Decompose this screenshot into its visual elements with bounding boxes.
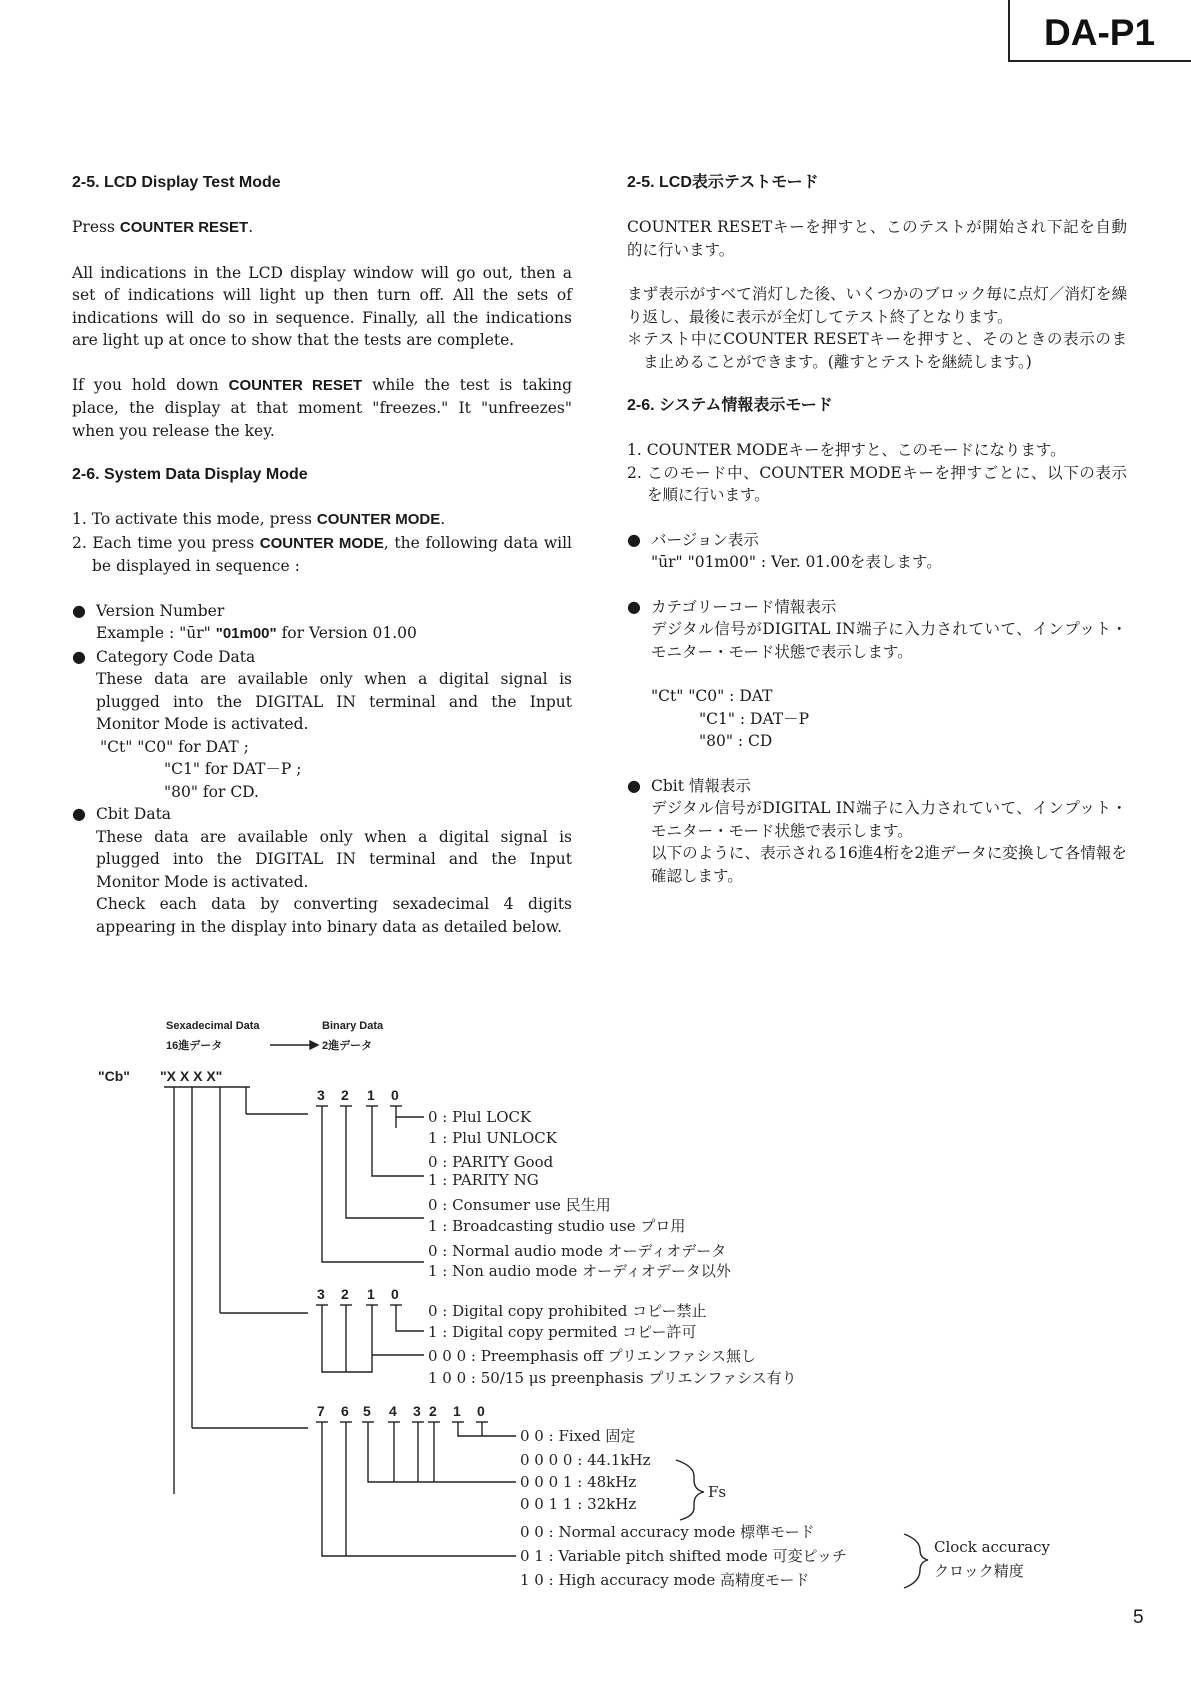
bit-number: 6: [341, 1403, 349, 1419]
g1-item: 0 : Normal audio mode オーディオデータ: [428, 1242, 727, 1260]
cbit-text-jp: デジタル信号がDIGITAL IN端子に入力されていて、インプット・モニター・モード状態で表示します。: [651, 799, 1127, 840]
bullet-head: Cbit 情報表示: [651, 776, 751, 795]
g3-item: 0 0 0 0 : 44.1kHz: [520, 1451, 651, 1469]
bracket-line: [368, 1422, 516, 1482]
group2-bits: [316, 1286, 402, 1305]
bit-number: 4: [389, 1403, 397, 1419]
text: Press: [72, 218, 120, 236]
bit-number: 0: [477, 1403, 485, 1419]
g3-item: 1 0 : High accuracy mode 高精度モード: [520, 1571, 810, 1589]
group3-bits: [316, 1403, 488, 1422]
key-name: COUNTER MODE: [316, 511, 441, 528]
bullet-icon: ●: [72, 804, 86, 823]
bit-number: 2: [429, 1403, 437, 1419]
category-line: "Ct" "C0" for DAT ;: [100, 737, 249, 756]
bracket-line: [322, 1305, 372, 1372]
cbit-text: Check each data by converting sexadecimal 4 digits appearing in the display into binary data as detailed below.: [96, 895, 572, 936]
bit-number: 5: [363, 1403, 371, 1419]
section-2-6-title: 2-6. System Data Display Mode: [72, 466, 308, 483]
bullet-head: Cbit Data: [96, 805, 172, 823]
xxxx-label: "X X X X": [160, 1068, 223, 1084]
text: 1. To activate this mode, press: [72, 510, 317, 528]
g1-item: 1 : PARITY NG: [428, 1171, 539, 1189]
g2-item: 1 : Digital copy permited コピー許可: [428, 1323, 697, 1341]
paragraph: ＊テスト中にCOUNTER RESETキーを押すと、そのときの表示のまま止めることができます。(離すとテストを継続します。): [627, 330, 1127, 371]
fs-brace: [676, 1460, 704, 1520]
bit-number: 1: [367, 1087, 375, 1103]
text: while the test is taking place, the display at that moment "freezes." It "unfreezes" when you release the key.: [72, 375, 573, 440]
group1-bits: [316, 1087, 402, 1106]
bracket-line: [458, 1422, 516, 1436]
list-item: 2. このモード中、COUNTER MODEキーを押すごとに、以下の表示を順に行います。: [627, 463, 1127, 504]
text: If you hold down: [72, 375, 229, 394]
text: Example : "ūr": [96, 624, 216, 642]
category-line: "C1" for DAT－P ;: [164, 760, 302, 778]
g3-item: 0 0 1 1 : 32kHz: [520, 1495, 637, 1513]
g3-item: 0 0 : Normal accuracy mode 標準モード: [520, 1523, 815, 1541]
category-text-jp: デジタル信号がDIGITAL IN端子に入力されていて、インプット・モニター・モード状態で表示します。: [651, 620, 1127, 661]
bracket-line: [346, 1106, 424, 1218]
code: "01m00": [215, 625, 277, 642]
g1-item: 0 : Plul LOCK: [428, 1108, 532, 1126]
bullet-icon: ●: [627, 529, 641, 549]
g1-item: 1 : Plul UNLOCK: [428, 1129, 557, 1147]
bullet-head: バージョン表示: [651, 530, 759, 549]
key-name: COUNTER MODE: [259, 534, 384, 552]
bit-number: 7: [317, 1403, 325, 1419]
category-text: These data are available only when a digital signal is plugged into the DIGITAL IN terminal and the Input Monitor Mode is activated.: [96, 670, 572, 733]
paragraph: COUNTER RESETキーを押すと、このテストが開始され下記を自動的に行います。: [627, 218, 1127, 259]
list-item: 1. COUNTER MODEキーを押すと、このモードになります。: [627, 441, 1066, 459]
section-2-6-title-jp: 2-6. システム情報表示モード: [627, 397, 833, 414]
g1-item: 1 : Broadcasting studio use プロ用: [428, 1217, 686, 1235]
bit-number: 3: [317, 1286, 325, 1302]
g3-item: 0 0 : Fixed 固定: [520, 1427, 636, 1445]
g2-item: 0 0 0 : Preemphasis off プリエンファシス無し: [428, 1347, 756, 1365]
category-line-jp: "C1" : DAT－P: [699, 709, 810, 728]
g1-item: 1 : Non audio mode オーディオデータ以外: [428, 1262, 731, 1280]
binary-label-en: Binary Data: [322, 1020, 384, 1032]
sexa-label-jp: 16進データ: [166, 1040, 223, 1052]
text: for Version 01.00: [276, 624, 417, 642]
bit-number: 1: [367, 1286, 375, 1302]
arrow-head-icon: [310, 1041, 318, 1049]
bullet-head: Version Number: [96, 601, 225, 620]
bullet-icon: ●: [72, 600, 86, 620]
cbit-text: These data are available only when a digital signal is plugged into the DIGITAL IN terminal and the Input Monitor Mode is activated.: [96, 827, 572, 891]
text: .: [248, 218, 254, 236]
binary-label-jp: 2進データ: [322, 1040, 373, 1052]
version-line-jp: "ūr" "01m00" : Ver. 01.00を表します。: [651, 553, 942, 571]
bullet-head: カテゴリーコード情報表示: [651, 597, 837, 616]
bit-number: 3: [317, 1087, 325, 1103]
bit-number: 3: [413, 1403, 421, 1419]
model-name: DA-P1: [1044, 12, 1156, 53]
clock-label-jp: クロック精度: [934, 1562, 1024, 1580]
g2-item: 1 0 0 : 50/15 μs preenphasis プリエンファシス有り: [428, 1369, 797, 1387]
cbit-text-jp: 以下のように、表示される16進4桁を2進データに変換して各情報を確認します。: [651, 844, 1127, 885]
g1-item: 0 : PARITY Good: [428, 1153, 554, 1171]
cb-label: "Cb": [98, 1068, 130, 1084]
text: 2. Each time you press: [72, 533, 260, 552]
key-name: COUNTER RESET: [228, 376, 363, 394]
bullet-head: Category Code Data: [96, 647, 256, 666]
category-line-jp: "80" : CD: [699, 732, 773, 750]
bullet-icon: ●: [627, 596, 641, 616]
bit-number: 0: [391, 1087, 399, 1103]
page-number: 5: [1133, 1607, 1144, 1628]
g3-item: 0 1 : Variable pitch shifted mode 可変ピッチ: [520, 1547, 847, 1565]
bracket-line: [396, 1106, 424, 1117]
text: , the following data will be displayed in sequence :: [92, 533, 572, 575]
section-2-5-title-jp: 2-5. LCD表示テストモード: [627, 174, 819, 191]
text: .: [440, 510, 446, 528]
clock-brace: [904, 1534, 928, 1588]
key-name: COUNTER RESET: [119, 219, 249, 236]
bit-number: 1: [453, 1403, 461, 1419]
category-line: "80" for CD.: [164, 782, 259, 801]
g3-item: 0 0 0 1 : 48kHz: [520, 1473, 637, 1491]
bit-number: 0: [391, 1286, 399, 1302]
clock-label-en: Clock accuracy: [934, 1538, 1050, 1556]
paragraph: All indications in the LCD display window will go out, then a set of indications will light up then turn off. All the sets of indications will do so in sequence. Finally, all the indications are light up at once to show that the tests are complete.: [72, 263, 572, 349]
fs-label: Fs: [708, 1483, 727, 1501]
bullet-icon: ●: [72, 646, 86, 666]
bullet-icon: ●: [627, 775, 641, 795]
bracket-line: [396, 1305, 424, 1331]
paragraph: まず表示がすべて消灯した後、いくつかのブロック毎に点灯／消灯を繰り返し、最後に表示が全灯してテスト終了となります。: [627, 285, 1127, 326]
category-line-jp: "Ct" "C0" : DAT: [651, 687, 773, 705]
bit-number: 2: [341, 1286, 349, 1302]
sexa-label-en: Sexadecimal Data: [166, 1020, 260, 1032]
g1-item: 0 : Consumer use 民生用: [428, 1196, 611, 1214]
bit-number: 2: [341, 1087, 349, 1103]
g2-item: 0 : Digital copy prohibited コピー禁止: [428, 1302, 707, 1320]
bracket-line: [322, 1106, 424, 1262]
section-2-5-title: 2-5. LCD Display Test Mode: [72, 174, 281, 191]
bracket-line: [322, 1422, 516, 1556]
